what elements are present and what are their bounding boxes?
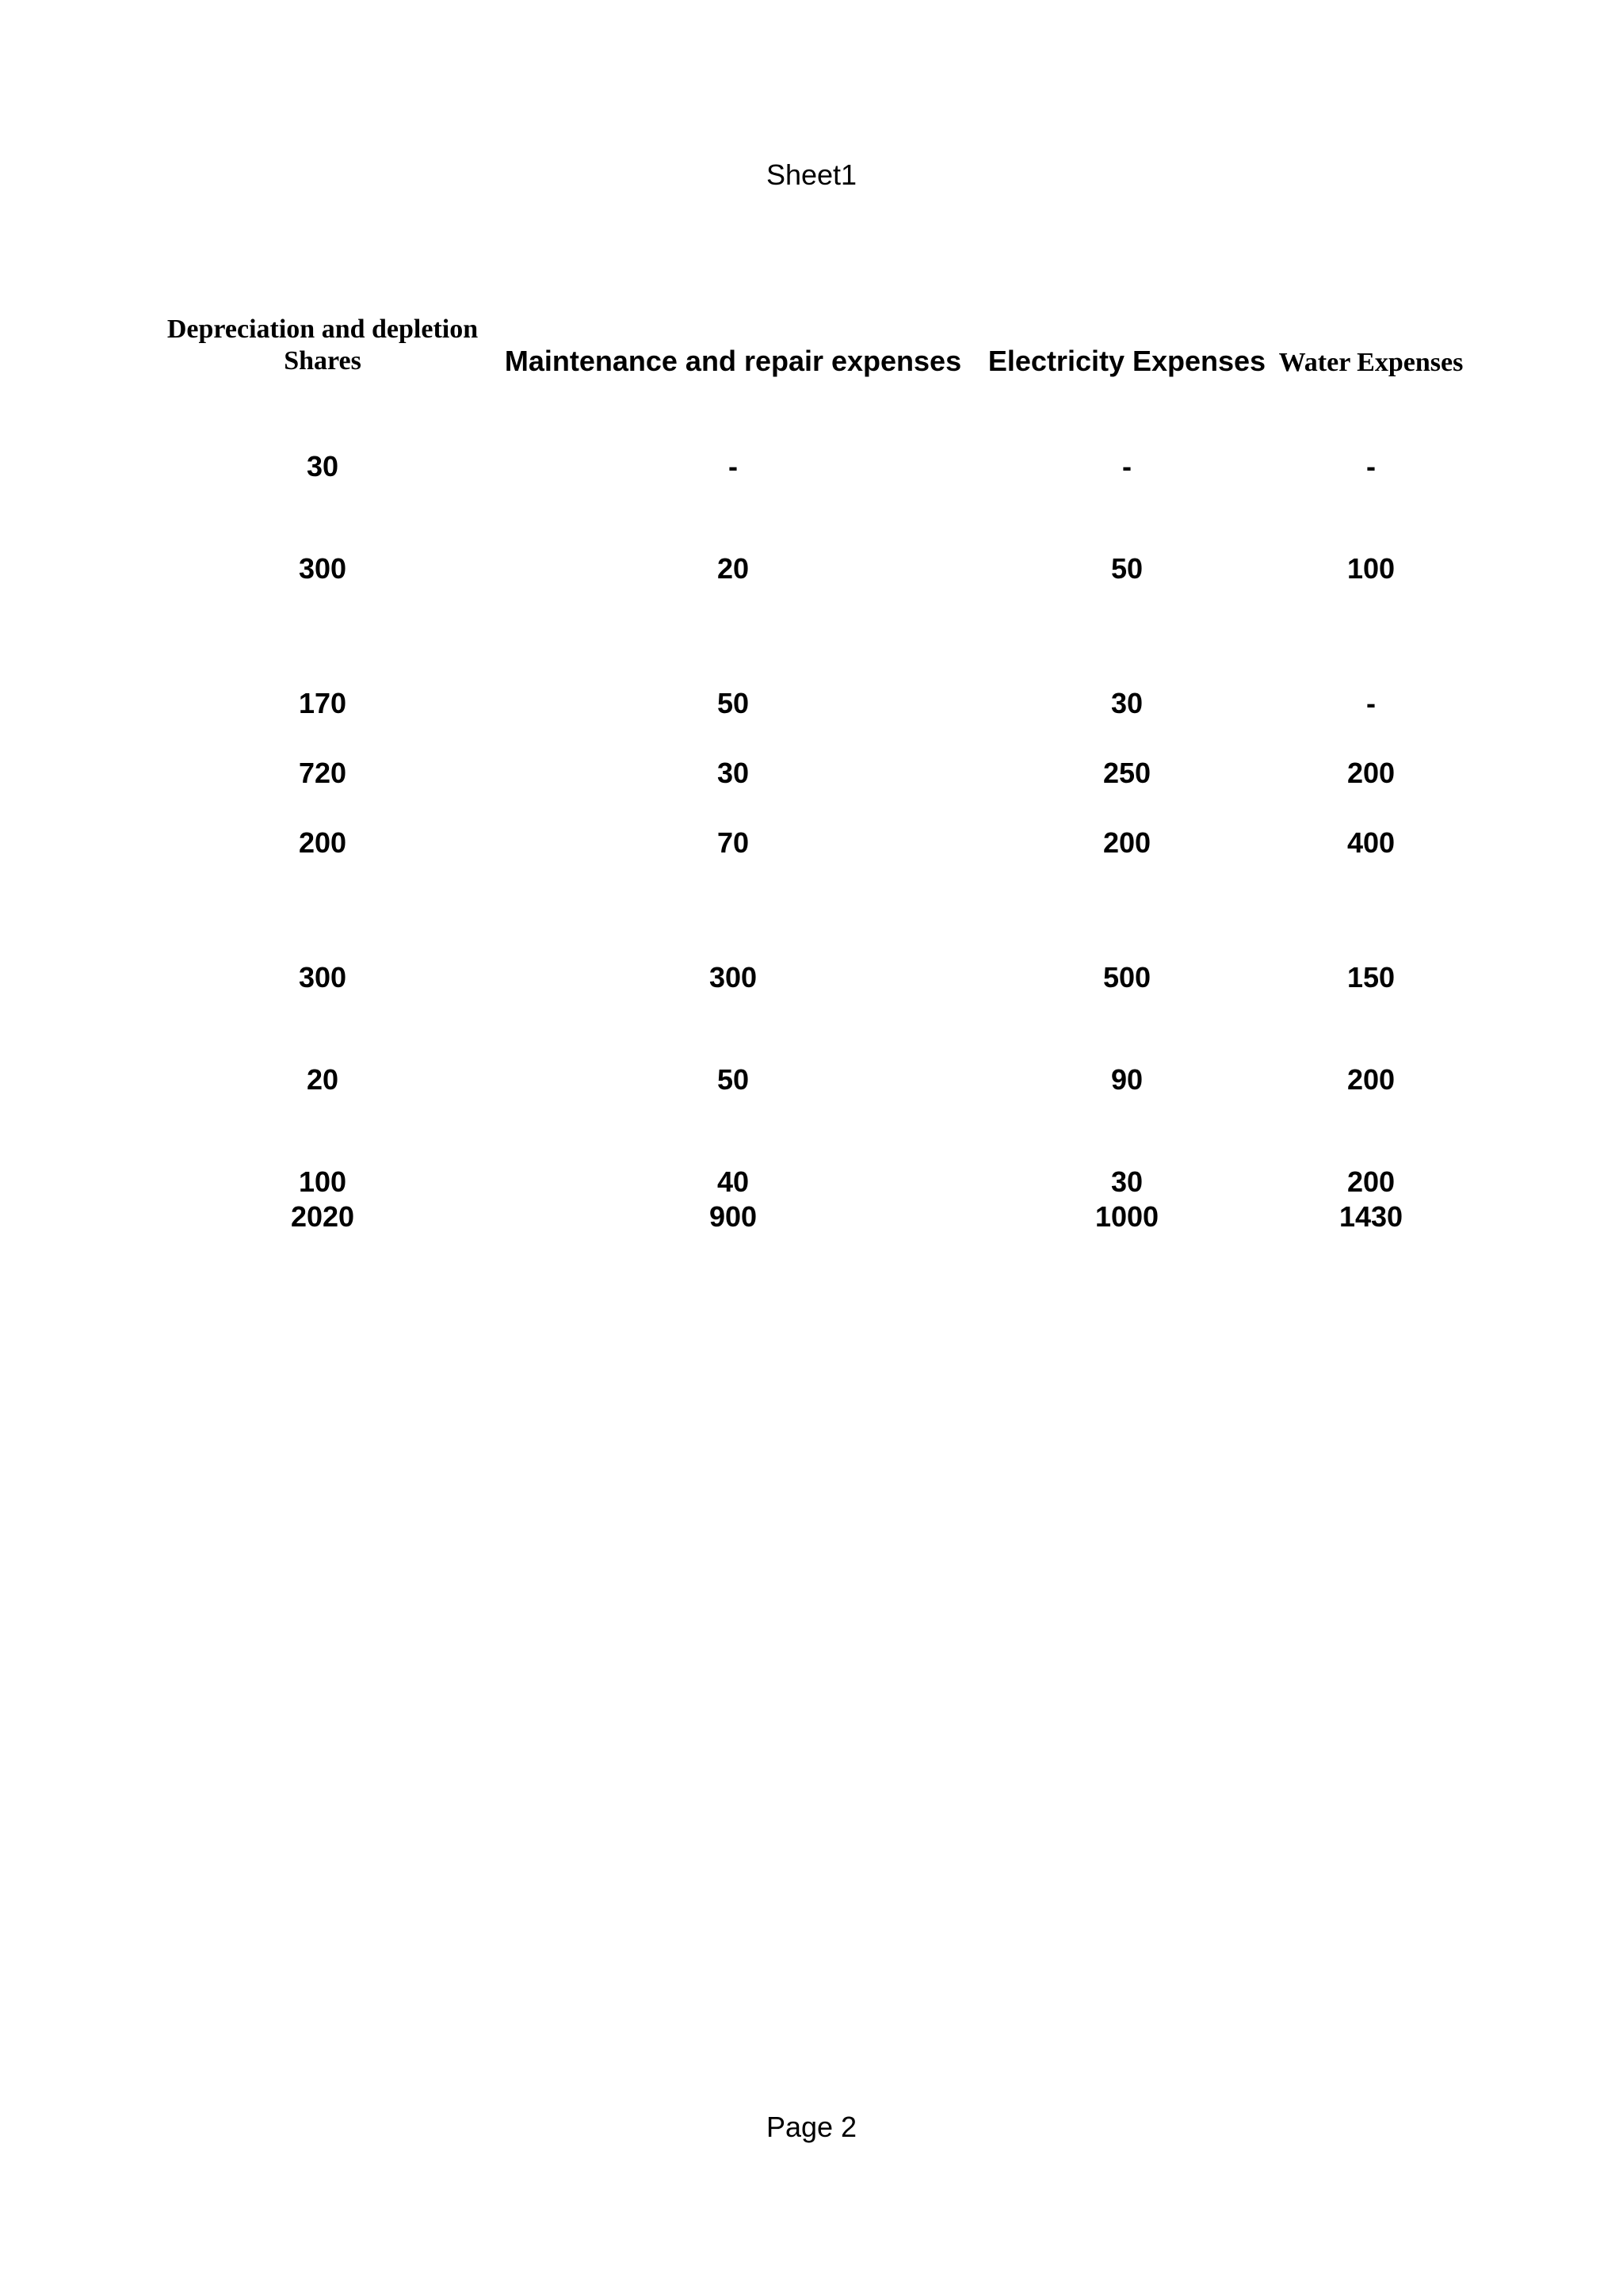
table-cell: -	[1366, 450, 1376, 482]
table-cell: 30	[1110, 1165, 1144, 1198]
table-cell: 50	[1110, 552, 1144, 585]
table-cell: 200	[1102, 826, 1151, 859]
header-electricity: Electricity Expenses	[987, 345, 1266, 377]
table-cell: 30	[716, 757, 750, 789]
table-cell: 720	[298, 757, 347, 789]
table-cell: 200	[1346, 757, 1396, 789]
table-cell: 100	[298, 1165, 347, 1198]
table-cell: 300	[708, 961, 758, 994]
total-cell: 1430	[1338, 1200, 1403, 1233]
table-cell: 170	[298, 687, 347, 719]
header-maintenance: Maintenance and repair expenses	[504, 345, 962, 377]
total-cell: 1000	[1094, 1200, 1159, 1233]
header-depreciation-line2: Shares	[284, 346, 361, 376]
header-depreciation-line1: Depreciation and depletion	[166, 315, 479, 344]
table-cell: 200	[1346, 1165, 1396, 1198]
table-cell: 200	[298, 826, 347, 859]
table-cell: 150	[1346, 961, 1396, 994]
table-cell: 50	[716, 687, 750, 719]
table-cell: 250	[1102, 757, 1151, 789]
table-cell: 90	[1110, 1063, 1144, 1096]
table-cell: 30	[306, 450, 339, 482]
table-cell: 100	[1346, 552, 1396, 585]
total-cell: 900	[708, 1200, 758, 1233]
table-cell: -	[728, 450, 738, 482]
table-cell: 40	[716, 1165, 750, 1198]
total-cell: 2020	[290, 1200, 355, 1233]
table-cell: 500	[1102, 961, 1151, 994]
table-cell: 300	[298, 961, 347, 994]
table-cell: -	[1366, 687, 1376, 719]
header-water: Water Expenses	[1278, 348, 1464, 377]
table-cell: 400	[1346, 826, 1396, 859]
table-cell: 200	[1346, 1063, 1396, 1096]
page-number: Page 2	[766, 2111, 857, 2143]
table-cell: 20	[306, 1063, 339, 1096]
table-cell: 300	[298, 552, 347, 585]
table-cell: 30	[1110, 687, 1144, 719]
table-cell: 20	[716, 552, 750, 585]
sheet-title: Sheet1	[766, 158, 857, 191]
table-cell: 70	[716, 826, 750, 859]
table-cell: -	[1122, 450, 1132, 482]
header-depreciation	[164, 314, 481, 377]
table-cell: 50	[716, 1063, 750, 1096]
